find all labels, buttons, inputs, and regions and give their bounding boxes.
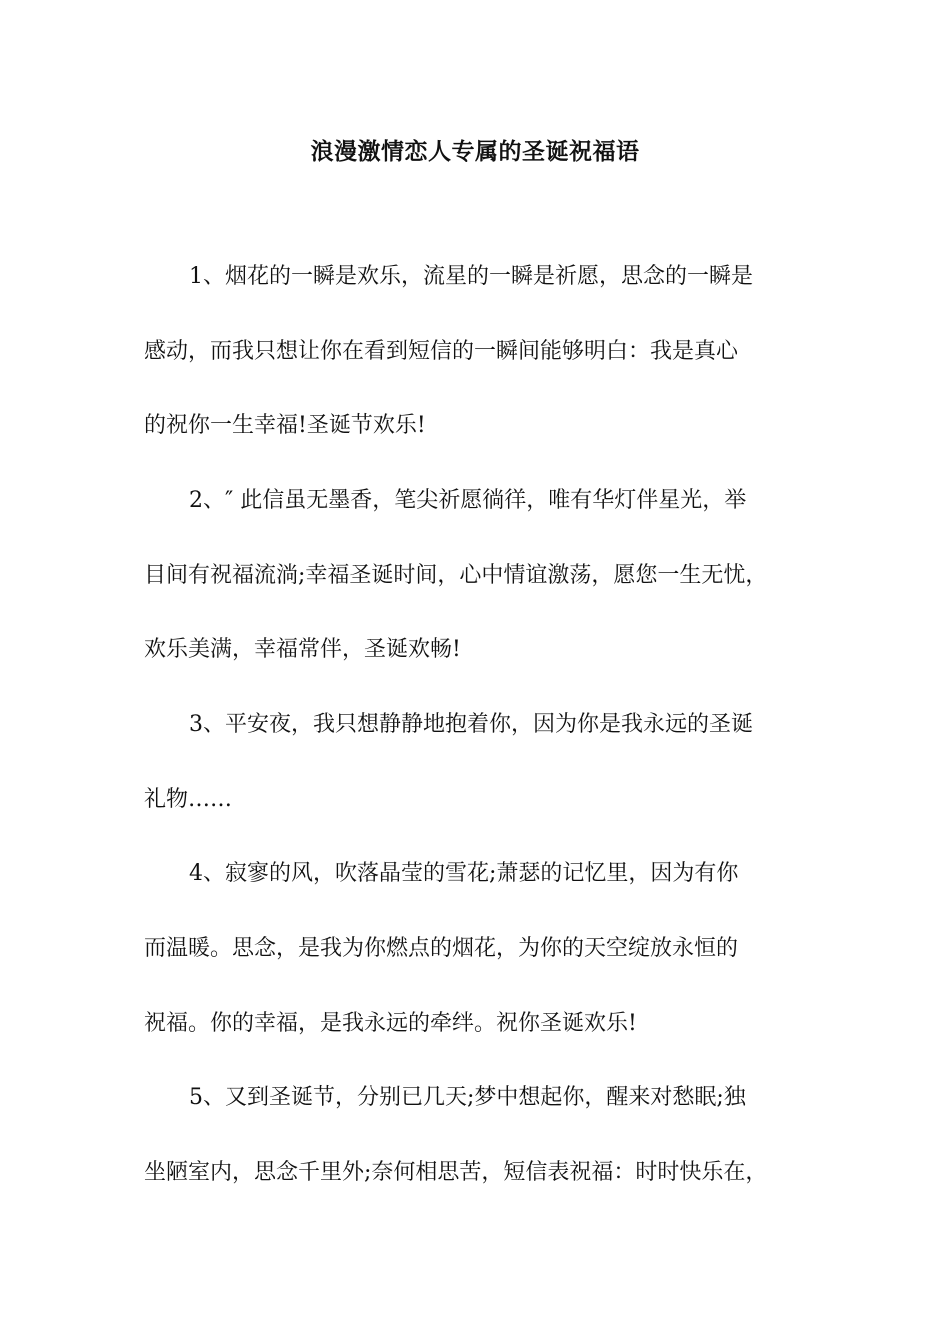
paragraph-1-line-1: 1、烟花的一瞬是欢乐，流星的一瞬是祈愿，思念的一瞬是 — [189, 264, 753, 289]
document-title: 浪漫激情恋人专属的圣诞祝福语 — [310, 139, 640, 165]
paragraph-4-line-1: 4、寂寥的风，吹落晶莹的雪花;萧瑟的记忆里，因为有你 — [189, 861, 739, 886]
paragraph-3-line-1: 3、平安夜，我只想静静地抱着你，因为你是我永远的圣诞 — [189, 712, 753, 737]
paragraph-1-line-3: 的祝你一生幸福!圣诞节欢乐! — [144, 413, 426, 438]
paragraph-5-line-1: 5、又到圣诞节，分别已几天;梦中想起你，醒来对愁眠;独 — [189, 1085, 746, 1110]
paragraph-3-line-2: 礼物…… — [144, 787, 233, 812]
paragraph-5-line-2: 坐陋室内，思念千里外;奈何相思苦，短信表祝福：时时快乐在， — [144, 1160, 768, 1185]
paragraph-2-line-2: 目间有祝福流淌;幸福圣诞时间，心中情谊激荡，愿您一生无忧， — [144, 563, 768, 588]
paragraph-4-line-3: 祝福。你的幸福，是我永远的牵绊。祝你圣诞欢乐! — [144, 1011, 637, 1036]
paragraph-1-line-2: 感动，而我只想让你在看到短信的一瞬间能够明白：我是真心 — [144, 339, 739, 364]
paragraph-2-line-1: 2、″ 此信虽无墨香，笔尖祈愿徜徉，唯有华灯伴星光，举 — [189, 488, 747, 513]
paragraph-4-line-2: 而温暖。思念，是我为你燃点的烟花，为你的天空绽放永恒的 — [144, 936, 739, 961]
paragraph-2-line-3: 欢乐美满，幸福常伴，圣诞欢畅! — [144, 637, 461, 662]
